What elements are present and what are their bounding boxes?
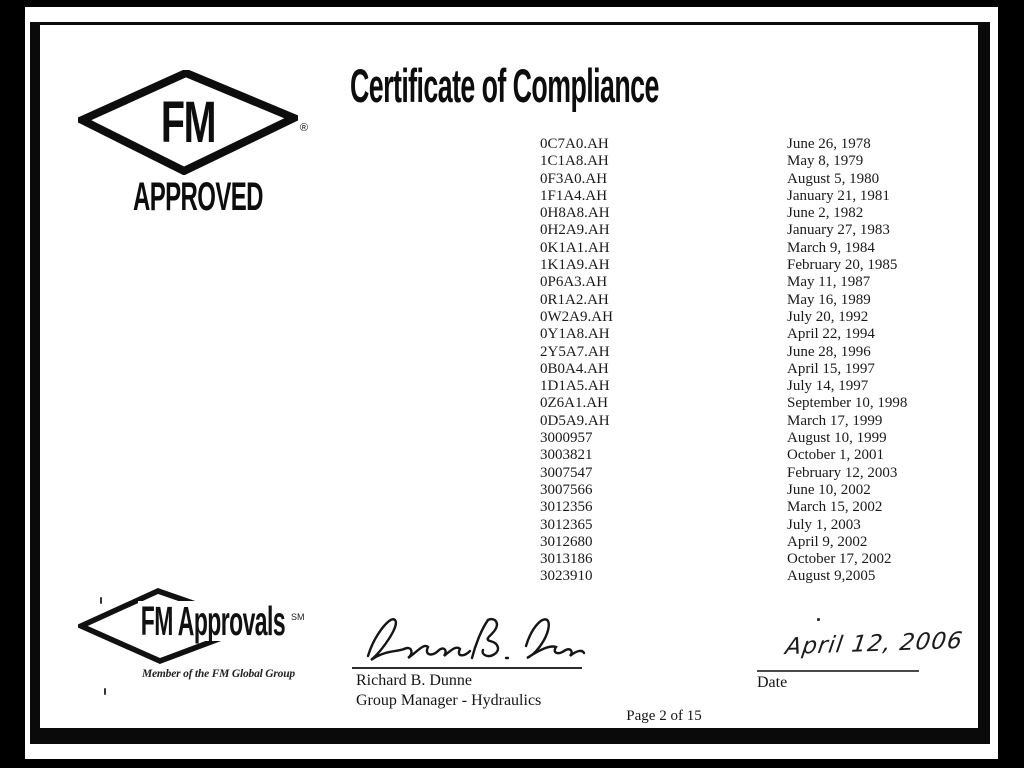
entry-date: May 16, 1989	[787, 291, 871, 308]
entry-code: 3023910	[540, 568, 593, 585]
entry-row	[540, 465, 907, 482]
entry-row	[540, 171, 907, 188]
entry-date: March 15, 2002	[787, 499, 883, 516]
entry-date: June 10, 2002	[787, 481, 871, 498]
fm-approvals-logo-text: FM Approvals	[138, 601, 288, 641]
entry-date: April 15, 1997	[787, 360, 875, 377]
signer-title: Group Manager - Hydraulics	[356, 692, 542, 709]
signer-name: Richard B. Dunne	[356, 672, 472, 689]
entry-code: 0Z6A1.AH	[540, 395, 608, 412]
handwritten-date: April 12, 2006	[783, 627, 965, 661]
entry-row	[540, 447, 907, 464]
entry-code: 3007547	[540, 464, 593, 481]
entry-code: 3000957	[540, 430, 593, 447]
date-label: Date	[757, 674, 788, 691]
entry-row	[540, 499, 907, 516]
entry-row	[540, 326, 907, 343]
entry-date: September 10, 1998	[787, 395, 908, 412]
fm-approved-logo	[78, 70, 308, 175]
entry-code: 3012365	[540, 516, 593, 533]
entry-date: May 11, 1987	[787, 274, 871, 291]
entry-date: July 20, 1992	[787, 308, 869, 325]
scan-artifact	[100, 597, 102, 604]
entry-date: October 1, 2001	[787, 447, 885, 464]
entry-code: 0H8A8.AH	[540, 205, 610, 222]
entry-row	[540, 257, 907, 274]
entry-code: 3012356	[540, 499, 593, 516]
entry-date: July 1, 2003	[787, 516, 861, 533]
entry-code: 0K1A1.AH	[540, 239, 610, 256]
entry-code: 1F1A4.AH	[540, 187, 608, 204]
entry-code: 0P6A3.AH	[540, 274, 608, 291]
service-mark-icon: SM	[291, 612, 305, 622]
entry-date: January 27, 1983	[787, 222, 890, 239]
entry-row	[540, 188, 907, 205]
entry-row	[540, 568, 907, 585]
entry-code: 3007566	[540, 481, 593, 498]
fm-logo-text: FM	[160, 90, 216, 155]
entry-date: June 2, 1982	[787, 205, 864, 222]
entry-row	[540, 517, 907, 534]
date-rule	[757, 670, 919, 672]
entry-date: April 22, 1994	[787, 326, 875, 343]
entry-row	[540, 395, 907, 412]
entry-row	[540, 222, 907, 239]
entry-row	[540, 551, 907, 568]
entry-date: August 9,2005	[787, 568, 876, 585]
entry-code: 0B0A4.AH	[540, 360, 609, 377]
entry-date: June 28, 1996	[787, 343, 871, 360]
entry-row	[540, 309, 907, 326]
entry-code: 3013186	[540, 551, 593, 568]
registered-trademark-icon: ®	[299, 122, 308, 134]
entry-date: June 26, 1978	[787, 136, 871, 152]
fm-global-tagline: Member of the FM Global Group	[142, 668, 295, 680]
compliance-entries-list	[540, 136, 907, 586]
entry-row	[540, 482, 907, 499]
entry-code: 0R1A2.AH	[540, 291, 609, 308]
entry-code: 0D5A9.AH	[540, 412, 610, 429]
entry-code: 0H2A9.AH	[540, 222, 610, 239]
entry-code: 3012680	[540, 533, 593, 550]
entry-row	[540, 413, 907, 430]
approved-label: APPROVED	[133, 175, 263, 219]
entry-date: August 10, 1999	[787, 430, 887, 447]
entry-date: February 12, 2003	[787, 464, 898, 481]
entry-row	[540, 136, 907, 153]
entry-code: 3003821	[540, 447, 593, 464]
entry-row	[540, 378, 907, 395]
entry-date: October 17, 2002	[787, 551, 892, 568]
page-indicator: Page 2 of 15	[626, 708, 702, 724]
entry-row	[540, 205, 907, 222]
entry-code: 1K1A9.AH	[540, 257, 610, 274]
entry-row	[540, 292, 907, 309]
entry-date: April 9, 2002	[787, 533, 868, 550]
page-title: Certificate of Compliance	[350, 59, 659, 112]
entry-date: May 8, 1979	[787, 153, 864, 170]
entry-row	[540, 534, 907, 551]
entry-row	[540, 153, 907, 170]
entry-code: 0Y1A8.AH	[540, 326, 610, 343]
entry-code: 0F3A0.AH	[540, 170, 608, 187]
entry-date: March 9, 1984	[787, 239, 875, 256]
entry-date: February 20, 1985	[787, 257, 898, 274]
signature-icon	[354, 610, 586, 666]
entry-row	[540, 274, 907, 291]
entry-row	[540, 361, 907, 378]
entry-code: 0W2A9.AH	[540, 308, 613, 325]
entry-row	[540, 344, 907, 361]
entry-code: 1D1A5.AH	[540, 378, 610, 395]
entry-date: March 17, 1999	[787, 412, 883, 429]
entry-code: 0C7A0.AH	[540, 136, 609, 152]
entry-row	[540, 430, 907, 447]
scan-artifact	[104, 688, 106, 695]
entry-date: August 5, 1980	[787, 170, 880, 187]
signature-rule	[352, 667, 582, 669]
entry-code: 2Y5A7.AH	[540, 343, 610, 360]
entry-date: July 14, 1997	[787, 378, 869, 395]
scan-artifact	[817, 618, 820, 621]
entry-date: January 21, 1981	[787, 187, 890, 204]
entry-row	[540, 240, 907, 257]
entry-code: 1C1A8.AH	[540, 153, 609, 170]
